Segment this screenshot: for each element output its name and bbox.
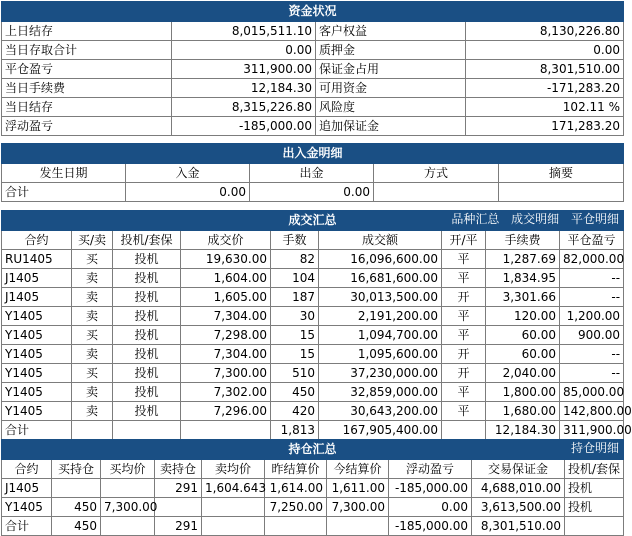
table-row bbox=[2, 288, 624, 307]
trade-cell: 开 bbox=[442, 364, 486, 383]
link-position-details[interactable]: 持仓明细 bbox=[571, 441, 620, 455]
column-header: 手数 bbox=[271, 231, 319, 250]
fund-value: 102.11 % bbox=[466, 98, 624, 117]
fund-label: 当日手续费 bbox=[2, 79, 172, 98]
fund-label: 浮动盈亏 bbox=[2, 117, 172, 136]
table-row bbox=[2, 383, 624, 402]
trade-cell: 16,096,600.00 bbox=[319, 250, 442, 269]
trade-cell: J1405 bbox=[2, 288, 72, 307]
fund-value: 8,301,510.00 bbox=[466, 60, 624, 79]
position-cell bbox=[52, 479, 101, 498]
trade-cell: 7,300.00 bbox=[181, 364, 271, 383]
positions-total-label: 合计 bbox=[2, 517, 52, 536]
column-header: 买持仓 bbox=[52, 460, 101, 479]
column-header: 成交额 bbox=[319, 231, 442, 250]
position-cell: 291 bbox=[155, 479, 202, 498]
trade-cell: 平 bbox=[442, 307, 486, 326]
trade-cell: 7,304.00 bbox=[181, 307, 271, 326]
position-cell: 450 bbox=[52, 498, 101, 517]
fund-label: 平仓盈亏 bbox=[2, 60, 172, 79]
fund-value: -171,283.20 bbox=[466, 79, 624, 98]
trade-cell: 30,013,500.00 bbox=[319, 288, 442, 307]
fund-value: 0.00 bbox=[466, 41, 624, 60]
column-header: 方式 bbox=[374, 164, 499, 183]
fund-value: 8,315,226.80 bbox=[172, 98, 316, 117]
fund-label: 客户权益 bbox=[316, 22, 466, 41]
fund-label: 质押金 bbox=[316, 41, 466, 60]
trade-cell: 卖 bbox=[72, 345, 113, 364]
trade-cell: 投机 bbox=[113, 269, 181, 288]
trade-cell: 16,681,600.00 bbox=[319, 269, 442, 288]
position-cell: 7,250.00 bbox=[265, 498, 327, 517]
fund-status-table bbox=[1, 1, 624, 136]
position-cell: J1405 bbox=[2, 479, 52, 498]
trade-cell: 82,000.00 bbox=[560, 250, 624, 269]
trade-cell: 卖 bbox=[72, 383, 113, 402]
column-header: 入金 bbox=[126, 164, 250, 183]
column-header: 开/平 bbox=[442, 231, 486, 250]
trade-cell: 开 bbox=[442, 288, 486, 307]
table-row bbox=[2, 307, 624, 326]
inout-total-in: 0.00 bbox=[126, 183, 250, 202]
trade-cell: 平 bbox=[442, 250, 486, 269]
column-header: 投机/套保 bbox=[565, 460, 624, 479]
trade-cell: 1,800.00 bbox=[486, 383, 560, 402]
trade-cell: 卖 bbox=[72, 402, 113, 421]
positions-total-pnl: -185,000.00 bbox=[389, 517, 472, 536]
position-cell: -185,000.00 bbox=[389, 479, 472, 498]
trade-cell: 买 bbox=[72, 326, 113, 345]
trade-cell: 120.00 bbox=[486, 307, 560, 326]
trade-cell: 510 bbox=[271, 364, 319, 383]
column-header: 买均价 bbox=[101, 460, 155, 479]
trades-total-lots: 1,813 bbox=[271, 421, 319, 440]
position-cell: 1,611.00 bbox=[327, 479, 389, 498]
trade-cell: Y1405 bbox=[2, 402, 72, 421]
column-header: 昨结算价 bbox=[265, 460, 327, 479]
trade-cell: 60.00 bbox=[486, 326, 560, 345]
trade-cell: 买 bbox=[72, 250, 113, 269]
trade-cell: 60.00 bbox=[486, 345, 560, 364]
fund-row bbox=[2, 60, 624, 79]
fund-value: -185,000.00 bbox=[172, 117, 316, 136]
trade-cell: 30 bbox=[271, 307, 319, 326]
column-header: 今结算价 bbox=[327, 460, 389, 479]
trade-cell: 开 bbox=[442, 345, 486, 364]
trades-title: 成交汇总 bbox=[288, 213, 337, 227]
trade-cell: 投机 bbox=[113, 402, 181, 421]
trade-cell: 3,301.66 bbox=[486, 288, 560, 307]
positions-total-buy: 450 bbox=[52, 517, 101, 536]
trade-cell: 1,095,600.00 bbox=[319, 345, 442, 364]
trade-cell: 2,191,200.00 bbox=[319, 307, 442, 326]
inout-title: 出入金明细 bbox=[2, 144, 624, 164]
position-cell: 7,300.00 bbox=[327, 498, 389, 517]
column-header: 手续费 bbox=[486, 231, 560, 250]
fund-status-title: 资金状况 bbox=[2, 2, 624, 22]
trade-cell: 投机 bbox=[113, 364, 181, 383]
trade-cell: 买 bbox=[72, 364, 113, 383]
position-cell: 3,613,500.00 bbox=[472, 498, 565, 517]
trade-cell: 15 bbox=[271, 326, 319, 345]
fund-label: 追加保证金 bbox=[316, 117, 466, 136]
trade-cell: -- bbox=[560, 288, 624, 307]
fund-label: 当日存取合计 bbox=[2, 41, 172, 60]
trade-cell: 投机 bbox=[113, 250, 181, 269]
trade-cell: 900.00 bbox=[560, 326, 624, 345]
trade-cell: 平 bbox=[442, 402, 486, 421]
trade-cell: 1,834.95 bbox=[486, 269, 560, 288]
column-header: 卖持仓 bbox=[155, 460, 202, 479]
trade-cell: 1,094,700.00 bbox=[319, 326, 442, 345]
table-row bbox=[2, 402, 624, 421]
trade-cell: 420 bbox=[271, 402, 319, 421]
fund-label: 风险度 bbox=[316, 98, 466, 117]
positions-table bbox=[1, 439, 624, 536]
fund-label: 可用资金 bbox=[316, 79, 466, 98]
trades-total-fee: 12,184.30 bbox=[486, 421, 560, 440]
trade-cell: 37,230,000.00 bbox=[319, 364, 442, 383]
fund-row bbox=[2, 22, 624, 41]
positions-total-sell: 291 bbox=[155, 517, 202, 536]
trade-cell: 104 bbox=[271, 269, 319, 288]
fund-label: 当日结存 bbox=[2, 98, 172, 117]
fund-value: 0.00 bbox=[172, 41, 316, 60]
positions-title: 持仓汇总 bbox=[288, 442, 337, 456]
table-row bbox=[2, 326, 624, 345]
link-trade-details[interactable]: 成交明细 bbox=[511, 212, 560, 226]
trade-cell: 85,000.00 bbox=[560, 383, 624, 402]
position-cell: 0.00 bbox=[389, 498, 472, 517]
trade-cell: 1,287.69 bbox=[486, 250, 560, 269]
trades-table bbox=[1, 210, 632, 440]
trade-cell: 平 bbox=[442, 269, 486, 288]
trades-total-pnl: 311,900.00 bbox=[560, 421, 624, 440]
trade-cell: 1,680.00 bbox=[486, 402, 560, 421]
trade-cell: 投机 bbox=[113, 326, 181, 345]
fund-value: 12,184.30 bbox=[172, 79, 316, 98]
trade-cell: Y1405 bbox=[2, 383, 72, 402]
trades-total-label: 合计 bbox=[2, 421, 72, 440]
column-header: 摘要 bbox=[499, 164, 624, 183]
column-header: 投机/套保 bbox=[113, 231, 181, 250]
table-row bbox=[2, 364, 624, 383]
trade-cell: 2,040.00 bbox=[486, 364, 560, 383]
fund-value: 171,283.20 bbox=[466, 117, 624, 136]
trade-cell: 1,604.00 bbox=[181, 269, 271, 288]
fund-value: 8,015,511.10 bbox=[172, 22, 316, 41]
trade-cell: 15 bbox=[271, 345, 319, 364]
trade-cell: J1405 bbox=[2, 269, 72, 288]
column-header: 发生日期 bbox=[2, 164, 126, 183]
column-header: 浮动盈亏 bbox=[389, 460, 472, 479]
trade-cell: 7,302.00 bbox=[181, 383, 271, 402]
trade-cell: Y1405 bbox=[2, 307, 72, 326]
trade-cell: 1,605.00 bbox=[181, 288, 271, 307]
position-cell: 投机 bbox=[565, 479, 624, 498]
table-row bbox=[2, 269, 624, 288]
fund-row bbox=[2, 98, 624, 117]
position-cell: 7,300.00 bbox=[101, 498, 155, 517]
trade-cell: 1,200.00 bbox=[560, 307, 624, 326]
fund-row bbox=[2, 41, 624, 60]
trade-cell: -- bbox=[560, 269, 624, 288]
inout-total-out: 0.00 bbox=[250, 183, 374, 202]
trade-cell: 平 bbox=[442, 326, 486, 345]
trade-cell: 投机 bbox=[113, 383, 181, 402]
fund-row bbox=[2, 79, 624, 98]
position-cell: 1,614.00 bbox=[265, 479, 327, 498]
trade-cell: 平 bbox=[442, 383, 486, 402]
inout-total-label: 合计 bbox=[2, 183, 126, 202]
trade-cell: 投机 bbox=[113, 288, 181, 307]
trade-cell: 82 bbox=[271, 250, 319, 269]
trade-cell: -- bbox=[560, 345, 624, 364]
position-cell bbox=[155, 498, 202, 517]
column-header: 成交价 bbox=[181, 231, 271, 250]
fund-label: 上日结存 bbox=[2, 22, 172, 41]
table-row bbox=[2, 345, 624, 364]
trade-cell: 7,304.00 bbox=[181, 345, 271, 364]
position-cell bbox=[101, 479, 155, 498]
fund-value: 8,130,226.80 bbox=[466, 22, 624, 41]
trade-cell: Y1405 bbox=[2, 364, 72, 383]
trade-cell: Y1405 bbox=[2, 345, 72, 364]
position-cell: Y1405 bbox=[2, 498, 52, 517]
trade-cell: 7,298.00 bbox=[181, 326, 271, 345]
column-header: 卖均价 bbox=[202, 460, 265, 479]
position-cell: 投机 bbox=[565, 498, 624, 517]
trade-cell: 450 bbox=[271, 383, 319, 402]
trade-cell: 30,643,200.00 bbox=[319, 402, 442, 421]
column-header: 平仓盈亏 bbox=[560, 231, 624, 250]
column-header: 合约 bbox=[2, 231, 72, 250]
column-header: 出金 bbox=[250, 164, 374, 183]
trades-total-amount: 167,905,400.00 bbox=[319, 421, 442, 440]
trade-cell: RU1405 bbox=[2, 250, 72, 269]
trade-cell: Y1405 bbox=[2, 326, 72, 345]
fund-row bbox=[2, 117, 624, 136]
table-row bbox=[2, 498, 624, 517]
position-cell bbox=[202, 498, 265, 517]
trade-cell: 投机 bbox=[113, 307, 181, 326]
table-row bbox=[2, 250, 624, 269]
link-product-summary[interactable]: 品种汇总 bbox=[451, 212, 500, 226]
trade-cell: 187 bbox=[271, 288, 319, 307]
inout-table bbox=[1, 143, 624, 202]
trade-cell: 卖 bbox=[72, 269, 113, 288]
trade-cell: 19,630.00 bbox=[181, 250, 271, 269]
table-row bbox=[2, 479, 624, 498]
link-close-details[interactable]: 平仓明细 bbox=[571, 212, 620, 226]
trade-cell: -- bbox=[560, 364, 624, 383]
fund-value: 311,900.00 bbox=[172, 60, 316, 79]
trade-cell: 卖 bbox=[72, 307, 113, 326]
positions-total-margin: 8,301,510.00 bbox=[472, 517, 565, 536]
column-header: 交易保证金 bbox=[472, 460, 565, 479]
position-cell: 4,688,010.00 bbox=[472, 479, 565, 498]
trade-cell: 卖 bbox=[72, 288, 113, 307]
trade-cell: 投机 bbox=[113, 345, 181, 364]
trade-cell: 142,800.00 bbox=[560, 402, 624, 421]
position-cell: 1,604.643 bbox=[202, 479, 265, 498]
trade-cell: 7,296.00 bbox=[181, 402, 271, 421]
fund-label: 保证金占用 bbox=[316, 60, 466, 79]
column-header: 合约 bbox=[2, 460, 52, 479]
column-header: 买/卖 bbox=[72, 231, 113, 250]
trade-cell: 32,859,000.00 bbox=[319, 383, 442, 402]
